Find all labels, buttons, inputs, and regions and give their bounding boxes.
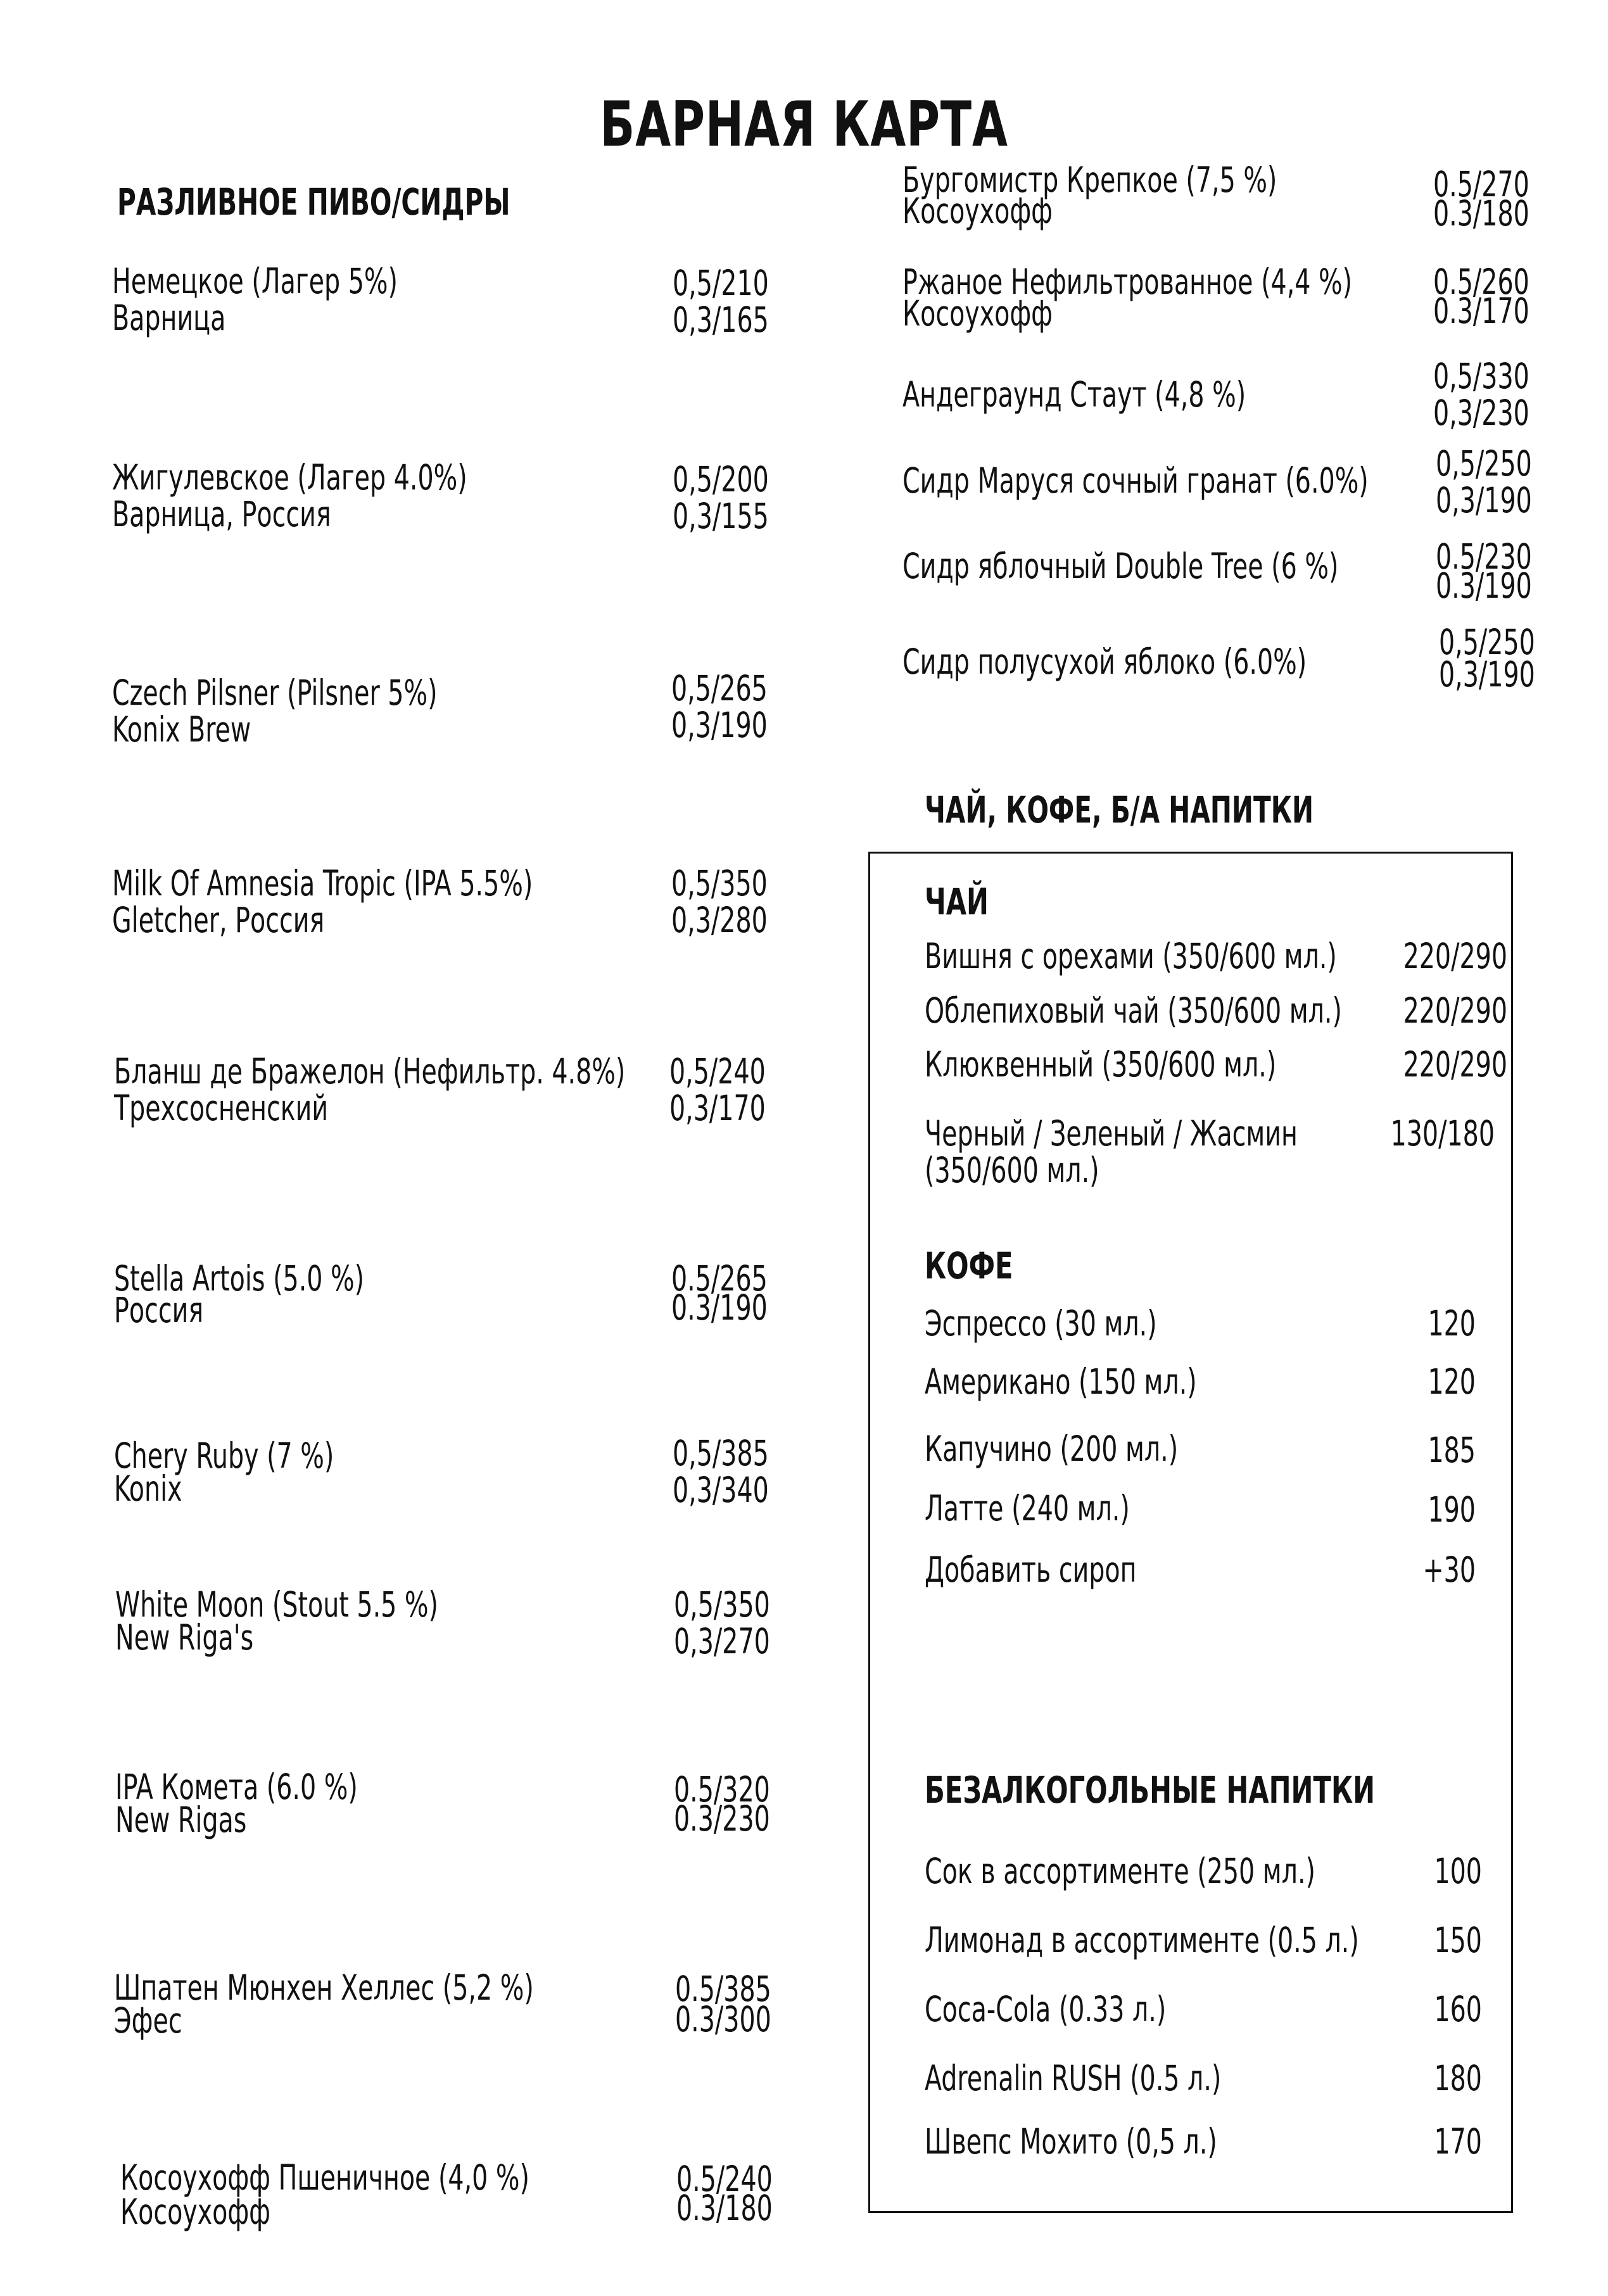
- draft-item-name: White Moon (Stout 5.5 %): [115, 1584, 438, 1625]
- draft-item-brewery: Россия: [114, 1290, 204, 1330]
- draft-item-price-small: 0,3/340: [673, 1470, 769, 1510]
- draft-item-price-small: 0.3/170: [1433, 291, 1529, 331]
- soft-drink-item-name: Лимонад в ассортименте (0.5 л.): [925, 1920, 1359, 1960]
- draft-item-price-large: 0,5/330: [1433, 356, 1529, 396]
- draft-item-price-large: 0.5/240: [676, 2159, 773, 2199]
- coffee-item-price: 185: [1428, 1430, 1476, 1470]
- draft-item-price-large: 0,5/265: [671, 668, 768, 709]
- tea-item-name: Облепиховый чай (350/600 мл.): [925, 990, 1342, 1031]
- draft-item-brewery: Gletcher, Россия: [112, 900, 325, 940]
- draft-item-brewery: Konix: [114, 1468, 182, 1509]
- draft-item-price-large: 0.5/260: [1433, 262, 1529, 302]
- draft-item-price-large: 0,5/250: [1436, 443, 1532, 484]
- draft-item-brewery: Konix Brew: [112, 709, 251, 750]
- tea-item-name-volume: (350/600 мл.): [925, 1150, 1099, 1190]
- draft-item-name: IPA Комета (6.0 %): [115, 1767, 358, 1807]
- draft-item-name: Сидр полусухой яблоко (6.0%): [902, 641, 1307, 682]
- draft-item-price-large: 0.5/385: [675, 1969, 771, 2009]
- draft-item-price-small: 0.3/180: [676, 2188, 773, 2228]
- soft-drink-item-name: Adrenalin RUSH (0.5 л.): [925, 2058, 1222, 2098]
- coffee-heading: КОФЕ: [925, 1244, 1013, 1287]
- soft-drink-item-name: Сок в ассортименте (250 мл.): [925, 1851, 1315, 1891]
- draft-item-price-small: 0,3/270: [674, 1621, 770, 1662]
- soft-drink-item-price: 170: [1434, 2121, 1482, 2162]
- draft-item-name: Czech Pilsner (Pilsner 5%): [112, 672, 438, 713]
- draft-item-price-small: 0.3/180: [1433, 193, 1529, 234]
- draft-heading: РАЗЛИВНОЕ ПИВО/СИДРЫ: [117, 180, 510, 224]
- draft-item-name: Ржаное Нефильтрованное (4,4 %): [902, 262, 1353, 302]
- coffee-item-price: 120: [1428, 1303, 1476, 1344]
- draft-item-price-small: 0.3/300: [675, 1999, 771, 2040]
- draft-item-brewery: New Riga's: [115, 1617, 254, 1658]
- soft-drink-item-price: 100: [1434, 1851, 1482, 1891]
- tea-heading: ЧАЙ: [925, 880, 989, 923]
- draft-item-price-small: 0,3/190: [671, 705, 768, 745]
- draft-item-brewery: Варница, Россия: [112, 494, 331, 534]
- tea-item-name: Клюквенный (350/600 мл.): [925, 1044, 1277, 1085]
- drinks-heading: ЧАЙ, КОФЕ, Б/А НАПИТКИ: [925, 788, 1314, 831]
- draft-item-price-large: 0,5/385: [673, 1433, 769, 1473]
- soft-drink-item-price: 180: [1434, 2058, 1482, 2098]
- draft-item-price-small: 0,3/190: [1436, 480, 1532, 520]
- draft-item-brewery: Косоухофф: [120, 2192, 271, 2232]
- draft-item-name: Жигулевское (Лагер 4.0%): [112, 457, 467, 498]
- draft-item-price-small: 0,3/155: [673, 496, 769, 536]
- draft-item-price-small: 0.3/190: [671, 1287, 768, 1328]
- draft-item-brewery: New Rigas: [115, 1800, 247, 1840]
- coffee-item-price: 120: [1428, 1361, 1476, 1402]
- draft-item-name: Шпатен Мюнхен Хеллес (5,2 %): [114, 1967, 534, 2008]
- draft-item-name: Бланш де Бражелон (Нефильтр. 4.8%): [114, 1051, 626, 1092]
- coffee-item-name: Капучино (200 мл.): [925, 1429, 1179, 1469]
- draft-item-name: Косоухофф Пшеничное (4,0 %): [120, 2157, 529, 2198]
- draft-item-name: Сидр яблочный Double Tree (6 %): [902, 546, 1339, 586]
- coffee-item-name: Добавить сироп: [925, 1549, 1137, 1590]
- draft-item-name: Stella Artois (5.0 %): [114, 1258, 365, 1299]
- draft-item-price-large: 0,5/250: [1439, 622, 1535, 662]
- draft-item-brewery: Трехсосненский: [114, 1088, 329, 1128]
- draft-item-name: Бургомистр Крепкое (7,5 %): [902, 160, 1277, 200]
- draft-item-price-small: 0.3/230: [674, 1798, 770, 1839]
- coffee-item-name: Латте (240 мл.): [925, 1488, 1130, 1529]
- soft-drink-item-name: Швепс Мохито (0,5 л.): [925, 2121, 1217, 2162]
- draft-item-price-small: 0,3/280: [671, 900, 768, 940]
- draft-item-price-large: 0.5/320: [674, 1769, 770, 1810]
- draft-item-name: Milk Of Amnesia Tropic (IPA 5.5%): [112, 863, 533, 904]
- draft-item-brewery: Косоухофф: [902, 191, 1053, 231]
- tea-item-price: 220/290: [1403, 1044, 1507, 1085]
- draft-item-price-large: 0,5/200: [673, 459, 769, 500]
- draft-item-price-large: 0.5/265: [671, 1258, 768, 1299]
- draft-item-price-large: 0,5/210: [673, 263, 769, 303]
- draft-item-brewery: Варница: [112, 298, 226, 338]
- soft-drink-item-price: 150: [1434, 1920, 1482, 1960]
- coffee-item-name: Американо (150 мл.): [925, 1361, 1197, 1402]
- draft-item-price-small: 0,3/230: [1433, 393, 1529, 433]
- draft-item-name: Андеграунд Стаут (4,8 %): [902, 374, 1246, 415]
- tea-item-name: Вишня с орехами (350/600 мл.): [925, 936, 1337, 976]
- soft-drinks-heading: БЕЗАЛКОГОЛЬНЫЕ НАПИТКИ: [925, 1769, 1375, 1812]
- tea-item-price: 220/290: [1403, 990, 1507, 1031]
- page-title: БАРНАЯ КАРТА: [600, 89, 1008, 161]
- draft-item-price-small: 0,3/170: [669, 1088, 766, 1128]
- soft-drink-item-name: Coca-Cola (0.33 л.): [925, 1989, 1167, 2029]
- draft-item-brewery: Косоухофф: [902, 293, 1053, 334]
- draft-item-name: Немецкое (Лагер 5%): [112, 261, 398, 301]
- draft-item-price-small: 0,3/190: [1439, 654, 1535, 695]
- draft-item-price-small: 0.3/190: [1436, 565, 1532, 606]
- draft-item-price-small: 0,3/165: [673, 300, 769, 340]
- draft-item-price-large: 0,5/240: [669, 1051, 766, 1092]
- coffee-item-price: +30: [1422, 1549, 1476, 1590]
- draft-item-price-large: 0,5/350: [671, 863, 768, 904]
- draft-item-name: Сидр Маруся сочный гранат (6.0%): [902, 460, 1369, 501]
- tea-item-price: 220/290: [1403, 936, 1507, 976]
- draft-item-price-large: 0.5/230: [1436, 536, 1532, 577]
- draft-item-brewery: Эфес: [114, 2000, 182, 2041]
- coffee-item-price: 190: [1428, 1489, 1476, 1530]
- draft-item-price-large: 0.5/270: [1433, 164, 1529, 205]
- soft-drink-item-price: 160: [1434, 1989, 1482, 2029]
- coffee-item-name: Эспрессо (30 мл.): [925, 1303, 1157, 1344]
- draft-item-price-large: 0,5/350: [674, 1584, 770, 1625]
- tea-item-name: Черный / Зеленый / Жасмин: [925, 1113, 1298, 1154]
- draft-item-name: Chery Ruby (7 %): [114, 1435, 334, 1476]
- tea-item-price: 130/180: [1390, 1113, 1495, 1154]
